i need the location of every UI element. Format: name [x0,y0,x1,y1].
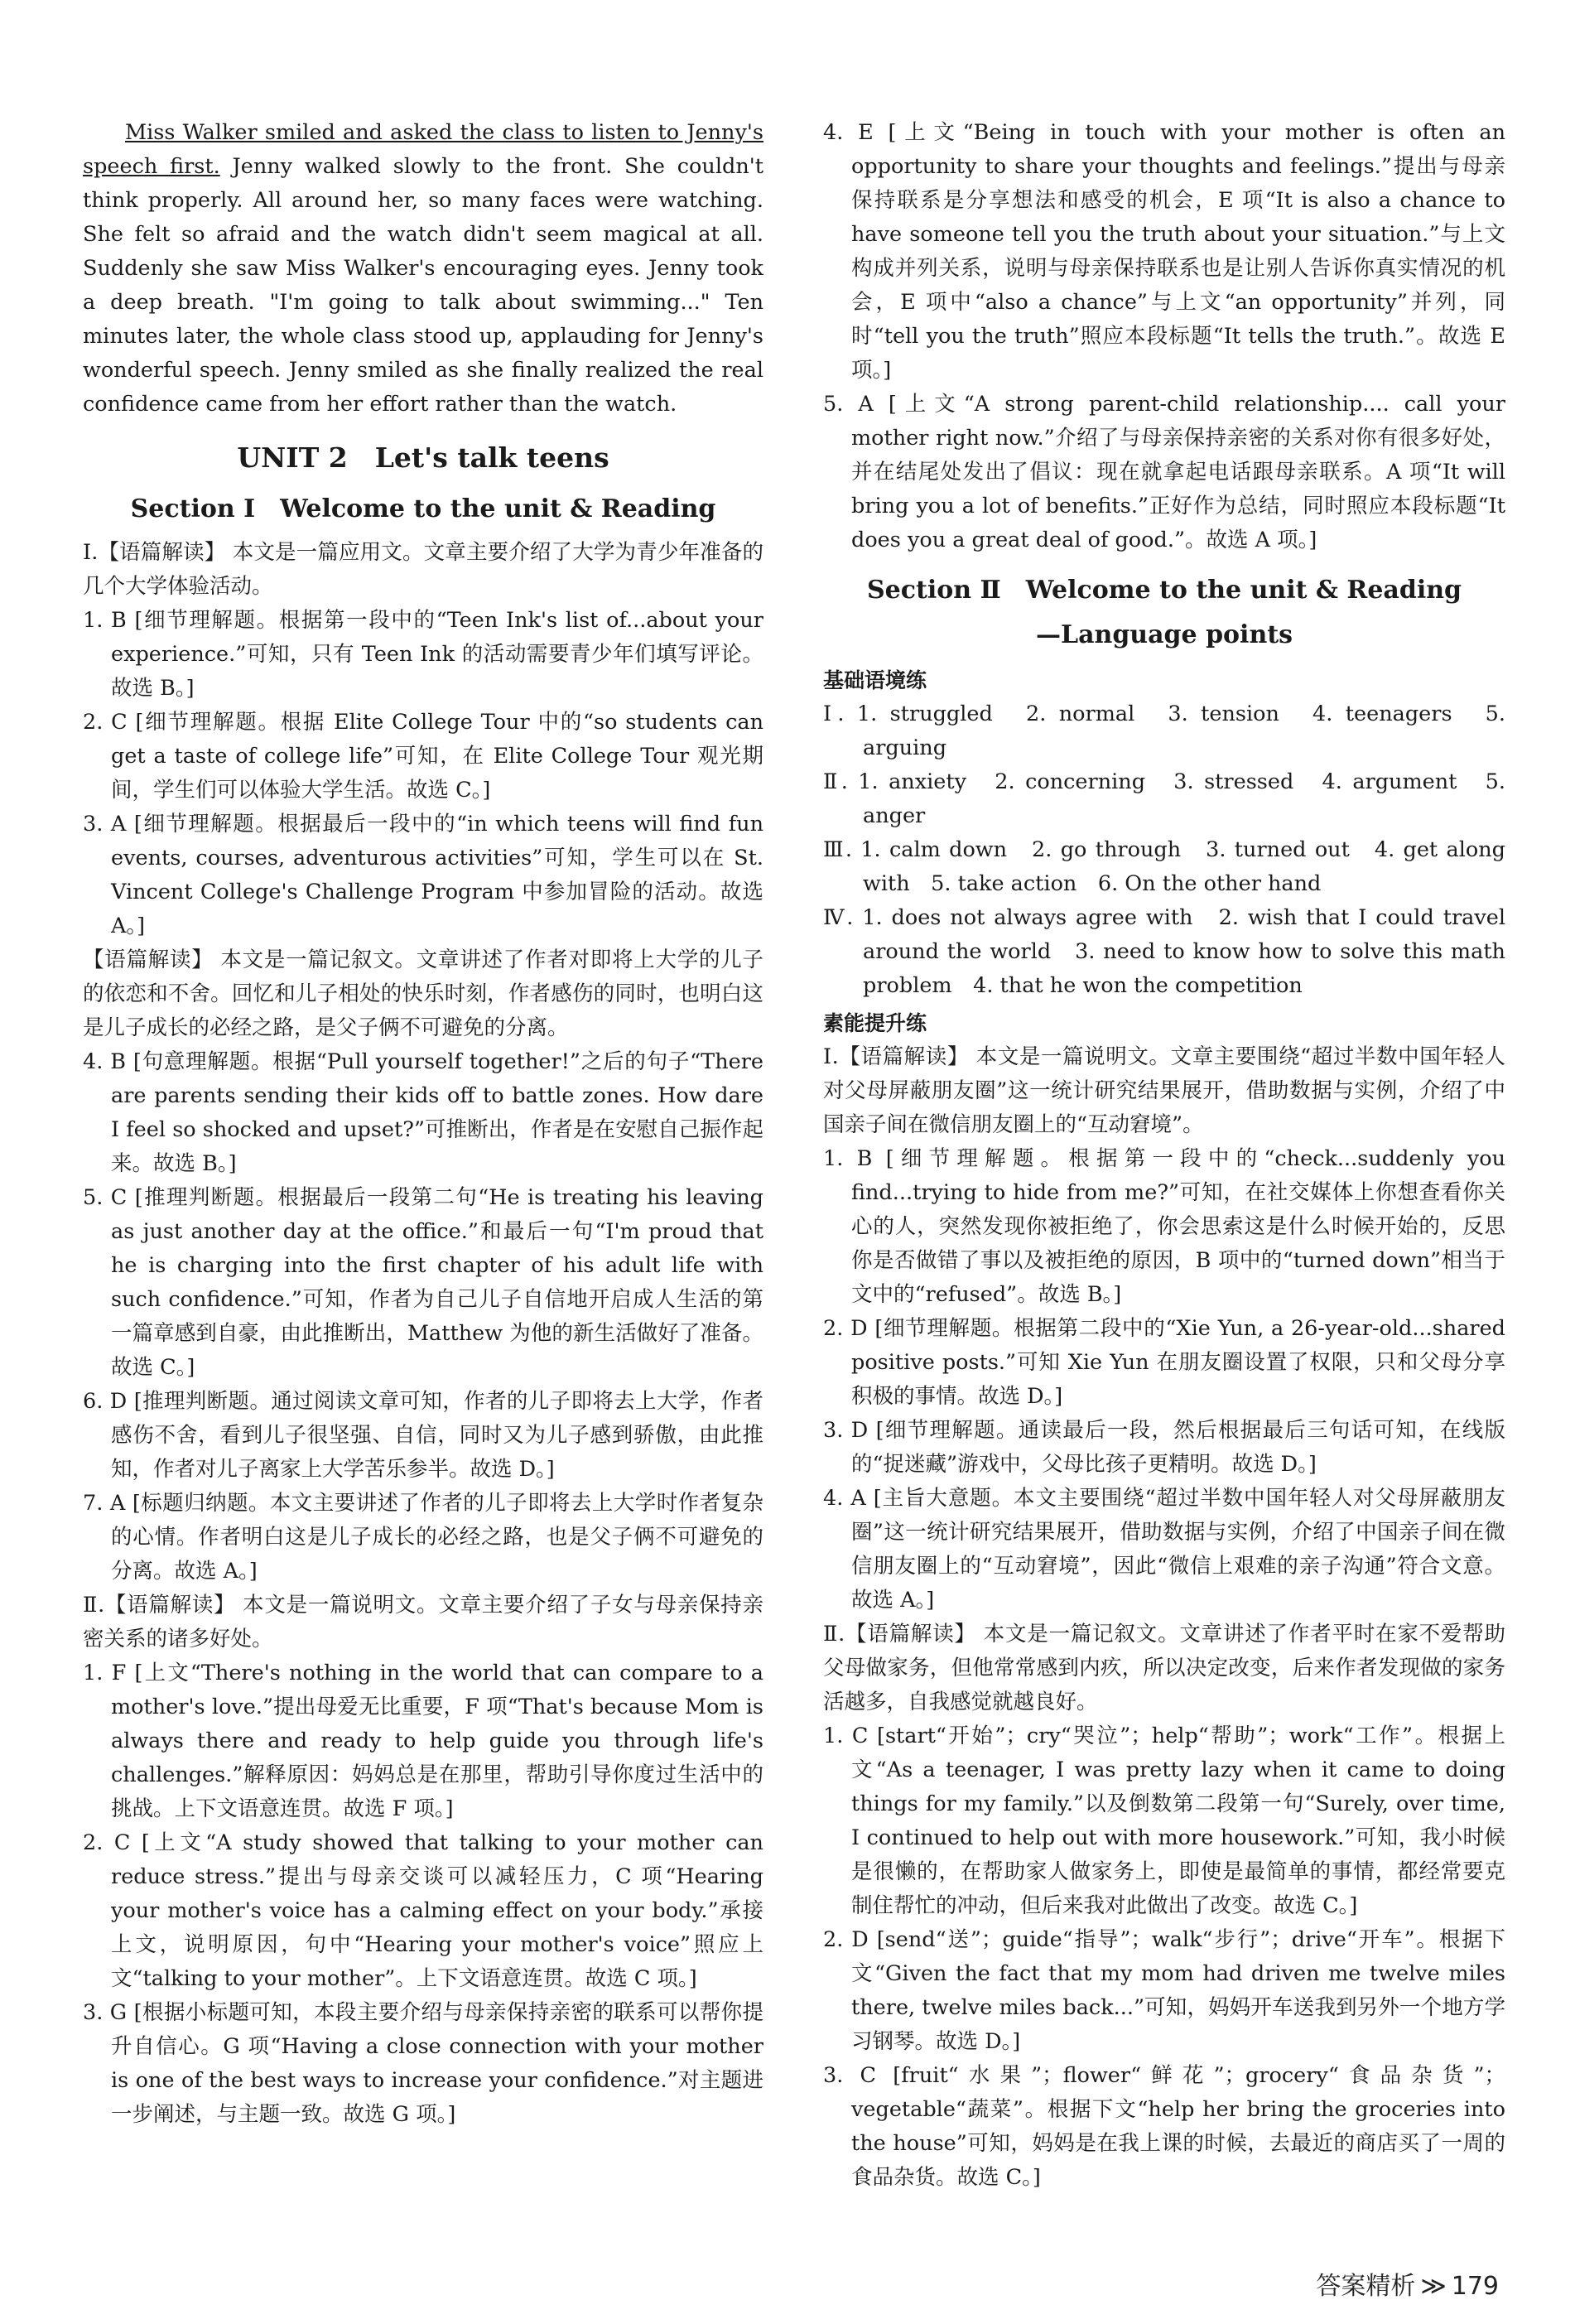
footer-label: 答案精析 [1316,2272,1416,2301]
skills-answer-2-3: 3. C [fruit“水果”；flower“鲜花”；grocery“食品杂货”；vegetable“蔬菜”。根据下文“help her bring the groceries into the house”可知，妈妈是在我上课的时候，去最近的商店买了一周的食品杂货。故选 C。] [823,2063,1505,2190]
basic-answers-2: Ⅱ. 1. anxiety 2. concerning 3. stressed 4. argument 5. anger [823,769,1505,828]
skills-answer-3: 3. D [细节理解题。通读最后一段，然后根据最后三句话可知，在线版的“捉迷藏”游戏中，父母比孩子更精明。故选 D。] [823,1418,1505,1477]
skills-answer-4: 4. A [主旨大意题。本文主要围绕“超过半数中国年轻人对父母屏蔽朋友圈”这一统计研究结果展开，借助数据与实例，介绍了中国亲子间在微信朋友圈上的“互动窘境”，因此“微信上艰难的亲子沟通”符合文意。故选 A。] [823,1486,1505,1613]
section-1-title: Section Ⅰ Welcome to the unit & Reading [130,494,716,523]
answer-1-7: 7. A [标题归纳题。本文主要讲述了作者的儿子即将去上大学时作者复杂的心情。作者明白这是儿子成长的必经之路，也是父子俩不可避免的分离。故选 A。] [83,1491,763,1584]
answer-2-2: 2. C [上文“A study showed that talking to your mother can reduce stress.”提出与母亲交谈可以减轻压力，C 项“Hearing your mother's voice has a calming effect on your body.”承接上文，说明原因，句中“Hearing your mother's voice”照应上文“talking to your mother”。上下文语意连贯。故选 C 项。] [83,1830,763,1991]
skills-practice-header: 素能提升练 [823,1011,927,1035]
skills-passage-2-summary: Ⅱ.【语篇解读】 本文是一篇记叙文。文章讲述了作者平时在家不爱帮助父母做家务，但他常常感到内疚，所以决定改变，后来作者发现做的家务活越多，自我感觉就越良好。 [823,1622,1505,1714]
footer-arrow-icon: ≫ [1420,2272,1447,2301]
passage-2-summary: 【语篇解读】 本文是一篇记叙文。文章讲述了作者对即将上大学的儿子的依恋和不舍。回忆和儿子相处的快乐时刻，作者感伤的同时，也明白这是儿子成长的必经之路，是父子俩不可避免的分离。 [83,947,763,1040]
answer-2-5: 5. A [上文“A strong parent-child relationship.... call your mother right now.”介绍了与母亲保持亲密的关系对你有很多好处，并在结尾处发出了倡议：现在就拿起电话跟母亲联系。A 项“It will bring you a lot of benefits.”正好作为总结，同时照应本段标题“It does you a great deal of good.”。故选 A 项。] [823,392,1505,552]
answer-1-5: 5. C [推理判断题。根据最后一段第二句“He is treating his leaving as just another day at the office.”和最后一句“I'm proud that he is charging into the first chapter of his adult life with such confidence.”可知，作者为自己儿子自信地开启成人生活的第一篇章感到自豪，由此推断出，Matthew 为他的新生活做好了准备。故选 C。] [83,1185,763,1380]
section-2-subtitle: —Language points [1035,620,1293,649]
basic-practice-header: 基础语境练 [823,668,927,692]
left-column [83,116,763,2132]
right-column [823,116,1505,2195]
passage-1-summary: Ⅰ.【语篇解读】 本文是一篇应用文。文章主要介绍了大学为青少年准备的几个大学体验活动。 [83,540,763,599]
skills-passage-1-summary: Ⅰ.【语篇解读】 本文是一篇说明文。文章主要围绕“超过半数中国年轻人对父母屏蔽朋友圈”这一统计研究结果展开，借助数据与实例，介绍了中国亲子间在微信朋友圈上的“互动窘境”。 [823,1044,1505,1137]
basic-answers-3: Ⅲ. 1. calm down 2. go through 3. turned out 4. get along with 5. take action 6. On the other hand [823,837,1505,896]
underlined-sentence: Miss Walker smiled and asked the class to listen to Jenny's speech first. [83,120,763,179]
answer-2-3: 3. G [根据小标题可知，本段主要介绍与母亲保持亲密的联系可以帮你提升自信心。G 项“Having a close connection with your mother is one of the best ways to increase your confidence.”对主题进一步阐述，与主题一致。故选 G 项。] [83,2000,763,2127]
skills-answer-2: 2. D [细节理解题。根据第二段中的“Xie Yun, a 26-year-old...shared positive posts.”可知 Xie Yun 在朋友圈设置了权限，只和父母分享积极的事情。故选 D。] [823,1316,1505,1409]
answer-1-4: 4. B [句意理解题。根据“Pull yourself together!”之后的句子“There are parents sending their kids off to battle zones. How dare I feel so shocked and upset?”可推断出，作者是在安慰自己振作起来。故选 B。] [83,1049,763,1176]
answer-2-4: 4. E [上文“Being in touch with your mother is often an opportunity to share your thoughts and feelings.”提出与母亲保持联系是分享想法和感受的机会，E 项“It is also a chance to have someone tell you the truth about your situation.”与上文构成并列关系，说明与母亲保持联系也是让别人告诉你真实情况的机会，E 项中“also a chance”与上文“an opportunity”并列，同时“tell you the truth”照应本段标题“It tells the truth.”。故选 E 项。] [823,120,1505,383]
answer-1-1: 1. B [细节理解题。根据第一段中的“Teen Ink's list of...about your experience.”可知，只有 Teen Ink 的活动需要青少年们填写评论。故选 B。] [83,608,763,701]
passage-3-summary: Ⅱ.【语篇解读】 本文是一篇说明文。文章主要介绍了子女与母亲保持亲密关系的诸多好处。 [83,1593,763,1651]
skills-answer-1: 1. B [细节理解题。根据第一段中的“check...suddenly you find...trying to hide from me?”可知，在社交媒体上你想查看你关心的人，突然发现你被拒绝了，你会思索这是什么时候开始的，反思你是否做错了事以及被拒绝的原因，B 项中的“turned down”相当于文中的“refused”。故选 B。] [823,1146,1505,1307]
skills-answer-2-2: 2. D [send“送”；guide“指导”；walk“步行”；drive“开车”。根据下文“Given the fact that my mom had driven me twelve miles there, twelve miles back...”可知，妈妈开车送我到另外一个地方学习钢琴。故选 D。] [823,1927,1505,2054]
unit-title: UNIT 2 Let's talk teens [237,441,609,474]
story-ending-paragraph [83,116,763,422]
answer-1-3: 3. A [细节理解题。根据最后一段中的“in which teens will find fun events, courses, adventurous activities”可知，学生可以在 St. Vincent College's Challenge Program 中参加冒险的活动。故选 A。] [83,812,763,938]
page-number: 179 [1451,2272,1499,2301]
page-footer [1316,2269,1499,2303]
basic-answers-4: Ⅳ. 1. does not always agree with 2. wish that I could travel around the world 3. need to know how to solve this math problem 4. that he won the competition [823,905,1505,998]
answer-2-1: 1. F [上文“There's nothing in the world that can compare to a mother's love.”提出母爱无比重要，F 项“That's because Mom is always there and ready to help guide you through life's challenges.”解释原因：妈妈总是在那里，帮助引导你度过生活中的挑战。上下文语意连贯。故选 F 项。] [83,1661,763,1821]
section-2-title: Section Ⅱ Welcome to the unit & Reading [866,576,1462,605]
answer-1-6: 6. D [推理判断题。通过阅读文章可知，作者的儿子即将去上大学，作者感伤不舍，看到儿子很坚强、自信，同时又为儿子感到骄傲，由此推知，作者对儿子离家上大学苦乐参半。故选 D。] [83,1389,763,1482]
skills-answer-2-1: 1. C [start“开始”；cry“哭泣”；help“帮助”；work“工作”。根据上文“As a teenager, I was pretty lazy when it came to doing things for my family.”以及倒数第二段第一句“Surely, over time, I continued to help out with more housework.”可知，我小时候是很懒的，在帮助家人做家务上，即使是最简单的事情，都经常要克制住帮忙的冲动，但后来我对此做出了改变。故选 C。] [823,1724,1505,1918]
answer-1-2: 2. C [细节理解题。根据 Elite College Tour 中的“so students can get a taste of college life”可知，在 Elite College Tour 观光期间，学生们可以体验大学生活。故选 C。] [83,710,763,803]
basic-answers-1: Ⅰ. 1. struggled 2. normal 3. tension 4. teenagers 5. arguing [823,702,1505,760]
story-ending-text: Jenny walked slowly to the front. She couldn't think properly. All around her, so many faces were watching. She felt so afraid and the watch didn't seem magical at all. Suddenly she saw Miss Walker's encouraging eyes. Jenny took a deep breath. "I'm going to talk about swimming..." Ten minutes later, the whole class stood up, applauding for Jenny's wonderful speech. Jenny smiled as she finally realized the real confidence came from her effort rather than the watch. [83,154,763,417]
